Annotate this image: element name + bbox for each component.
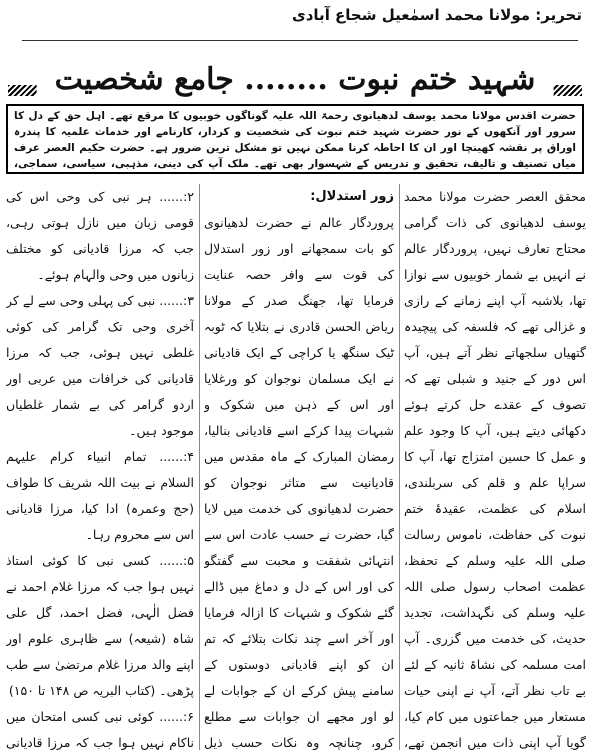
- column-left: [6, 184, 194, 754]
- column-middle: [204, 184, 394, 754]
- list-item-6: ۶:...... کوئی نبی کسی امتحان میں ناکام نہیں ہوا جب کہ مرزا قادیانی: [6, 709, 194, 750]
- header-divider: [22, 40, 578, 41]
- column-right-text: محقق العصر حضرت مولانا محمد یوسف لدھیانوی کی ذات گرامی محتاج تعارف نہیں، پروردگار عالم نے انہیں بے شمار خوبیوں سے نوازا تھا، بلاشبہ آپ اپنے زمانے کے رازی و غزالی تھے کہ فلسفہ کی پیچیدہ گتھیاں سلجھاتے نظر آتے ہیں، آپ اس دور کے جنید و شبلی تھے کہ تصوف کے عقدے حل کرتے ہوئے دکھائی دیتے ہیں، آپ کا وجود علم و عمل کا حسین امتزاج تھا، آپ کا سراپا علم و قلم کی سربلندی، اسلام کی عظمت، عقیدۂ ختم نبوت کی حفاظت، ناموس رسالت صلی اللہ علیہ وسلم کے تحفظ، عظمت اصحاب رسول صلی اللہ علیہ وسلم کی نگہداشت، تجدید حدیث، کی خدمت میں گزری۔ آپ امت مسلمہ کی نشاۃ ثانیہ کے لئے بے تاب نظر آتے، آپ نے اپنی حیات مستعار میں جماعتوں میں کام کیا، گویا آپ اپنی ذات میں انجمن تھے،: [404, 189, 586, 750]
- list-item-4: ۴:...... تمام انبیاء کرام علیہم السلام نے بیت اللہ شریف کا طواف (حج وعمرہ) ادا کیا، مرزا قادیانی اس سے محروم رہا۔: [6, 449, 194, 542]
- column-divider: [399, 184, 400, 750]
- title-band: [8, 60, 582, 100]
- column-divider: [199, 184, 200, 750]
- column-middle-text: پروردگار عالم نے حضرت لدھیانوی کو بات سمجھانے اور زور استدلال کی قوت سے وافر حصہ عنایت فرمایا تھا، جھنگ صدر کے مولانا ریاض الحسن قادری نے بتلایا کہ ٹوبہ ٹیک سنگھ یا کراچی کے ایک قادیانی نے ایک مسلمان نوجوان کو ورغلایا اور اس کے ذہن میں شکوک و شبہات پیدا کرکے اسے قادیانی بنالیا، رمضان المبارک کے ماہ مقدس میں قادیانیت سے متاثر نوجوان کو حضرت لدھیانوی کی خدمت میں لایا گیا، حضرت نے حسب عادت اس سے انتہائی شفقت و محبت سے گفتگو کی اور اس کے دل و دماغ میں ڈالے گئے شکوک و شبہات کا ازالہ فرمایا اور آخر اسے چند نکات بتلائے کہ تم ان کو اپنے قادیانی دوستوں کے سامنے پیش کرکے ان کے جوابات لے لو اور مجھے ان جوابات سے مطلع کرو، چنانچہ وہ نکات حسب ذیل: [204, 215, 394, 750]
- column-right: [404, 184, 586, 754]
- intro-box: حضرت اقدس مولانا محمد یوسف لدھیانوی رحمۃ اللہ علیہ گوناگوں خوبیوں کا مرقع تھے۔ اہل حق کے دل کا سرور اور آنکھوں کے نور حضرت شہید ختم نبوت کی شخصیت و کردار، کارنامے اور خدمات علمیہ کا پندرہ اوراق پر نقشہ کھینچا اور ان کا احاطہ کرنا ممکن نہیں تو مشکل ترین ضرور ہے۔ حضرت حکیم العصر عرف میاں تصنیف و تالیف، تحقیق و تدریس کے شہسوار بھی تھے۔ ملک آپ کی دینی، مذہبی، سیاسی، سماجی،: [6, 104, 584, 174]
- list-item-2: ۲:...... ہر نبی کی وحی اس کی قومی زبان میں نازل ہوتی رہی، جب کہ مرزا قادیانی کو مختلف زبانوں میں وحی والہام ہوئے۔: [6, 189, 194, 282]
- author-byline: تحریر: مولانا محمد اسمٰعیل شجاع آبادی: [291, 6, 582, 24]
- list-item-5: ۵:...... کسی نبی کا کوئی استاذ نہیں ہوا جب کہ مرزا غلام احمد نے فضل الٰہی، فضل احمد، گل علی شاہ (شیعہ) سے ظاہری علوم اور اپنے والد مرزا غلام مرتضیٰ سے طب پڑھی۔ (کتاب البریہ ص ۱۴۸ تا ۱۵۰): [6, 553, 194, 698]
- article-title: شہید ختم نبوت ........ جامع شخصیت: [37, 60, 554, 100]
- section-heading: زور استدلال:: [310, 189, 394, 204]
- list-item-3: ۳:...... نبی کی پہلی وحی سے لے کر آخری وحی تک گرامر کی کوئی غلطی نہیں ہوئی، جب کہ مرزا قادیانی کی خرافات میں عربی اور اردو گرامر کی بے شمار غلطیاں موجود ہیں۔: [6, 293, 194, 438]
